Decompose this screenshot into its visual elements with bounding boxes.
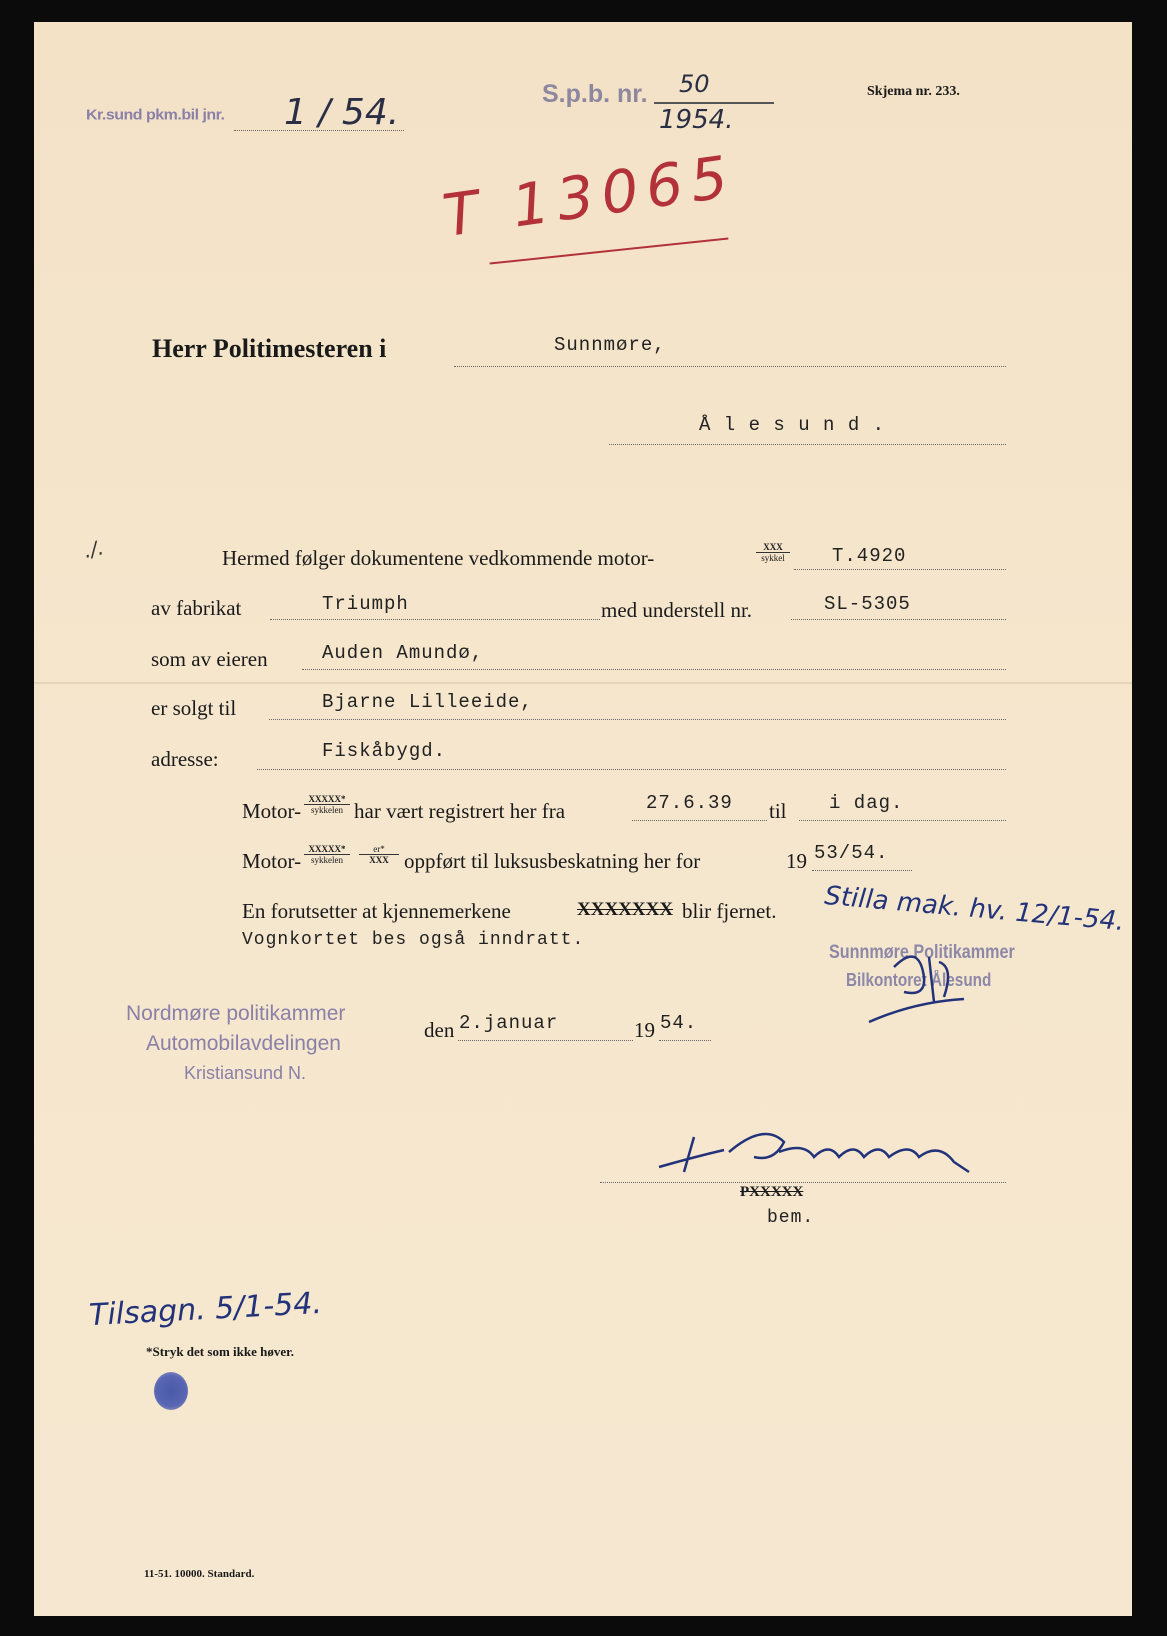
date-year-prefix: 19: [634, 1018, 655, 1042]
sykkel-fraction-2-top: XXXXX*: [304, 844, 350, 855]
kjoper-value: Bjarne Lilleeide,: [322, 691, 533, 713]
sykkel-fraction-2-bottom: sykkelen: [311, 855, 343, 865]
journal-number-handwritten: 1 / 54.: [284, 92, 400, 133]
document-page: [34, 22, 1132, 1616]
struck-word: XXXXXXX: [577, 899, 674, 920]
sykkel-fraction-1-bottom: sykkelen: [311, 805, 343, 815]
sykkel-fraction-2: [304, 844, 350, 865]
date-year-value: 54.: [660, 1012, 698, 1034]
date-value: 2.januar: [459, 1012, 559, 1034]
bem-label: bem.: [767, 1208, 815, 1228]
vognkort-text: Vognkortet bes også inndratt.: [242, 930, 585, 950]
fra-dato: 27.6.39: [646, 792, 733, 814]
signature-line: [600, 1182, 1006, 1183]
solgt-label: er solgt til: [151, 696, 237, 720]
red-pencil-note: T 13065: [438, 141, 740, 251]
journal-stamp: Kr.sund pkm.bil jnr.: [86, 107, 225, 124]
reg-number: T.4920: [832, 545, 907, 567]
adresse-label: adresse:: [151, 747, 219, 771]
reg-number-line: [794, 569, 1006, 570]
fra-line: [632, 820, 767, 821]
date-den: den: [424, 1018, 455, 1042]
print-info: 11-51. 10000. Standard.: [144, 1568, 255, 1580]
eier-value: Auden Amundø,: [322, 642, 484, 664]
sykkel-fraction-1: [304, 794, 350, 815]
er-fraction: [359, 844, 399, 865]
date-line: [458, 1040, 633, 1041]
addressee-city: Å l e s u n d .: [699, 414, 886, 436]
til-line: [799, 820, 1006, 821]
luksus-year-value: 53/54.: [814, 842, 889, 864]
sunnmore-stamp-line1: Sunnmøre Politikammer: [829, 942, 1015, 963]
ink-blot: [154, 1372, 188, 1410]
intro-text: Hermed følger dokumentene vedkommende motor-: [222, 546, 655, 570]
date-year-line: [659, 1040, 711, 1041]
understell-line: [791, 619, 1006, 620]
fabrikat-label: av fabrikat: [151, 596, 242, 620]
vogn-fraction-bottom: sykkel: [761, 553, 785, 563]
vogn-fraction: [756, 542, 790, 563]
addressee-district: Sunnmøre,: [554, 334, 666, 356]
forutsetter-text: En forutsetter at kjennemerkene: [242, 899, 511, 923]
er-fraction-bottom: XXX: [369, 855, 389, 865]
eier-line: [302, 669, 1006, 670]
til-label: til: [769, 799, 787, 823]
footnote: *Stryk det som ikke høver.: [146, 1344, 294, 1359]
sykkel-fraction-1-top: XXXXX*: [304, 794, 350, 805]
spb-year: 1954.: [659, 105, 734, 135]
nordmore-stamp-line1: Nordmøre politikammer: [126, 1002, 346, 1025]
spb-label: S.p.b. nr.: [542, 80, 648, 108]
adresse-value: Fiskåbygd.: [322, 740, 447, 762]
sunnmore-stamp-line2: Bilkontoret Ålesund: [846, 970, 992, 990]
luksus-year-prefix: 19: [786, 849, 807, 873]
nordmore-stamp-line2: Automobilavdelingen: [146, 1032, 341, 1055]
fold-line: [34, 682, 1132, 684]
handwritten-note-right: Stilla mak. hv. 12/1-54.: [823, 880, 1126, 938]
city-line: [609, 444, 1006, 445]
fjernet-text: blir fjernet.: [682, 899, 777, 923]
til-dato: i dag.: [829, 792, 904, 814]
luksus-text: oppført til luksusbeskatning her for: [404, 849, 701, 873]
understell-label: med understell nr.: [601, 598, 753, 622]
margin-mark: ./.: [81, 535, 106, 563]
motor-prefix-2: Motor-: [242, 849, 302, 873]
addressee-prefix: Herr Politimesteren i: [152, 334, 387, 363]
schema-number: Skjema nr. 233.: [867, 84, 960, 99]
initials-signature: [864, 927, 974, 1027]
spb-number: 50: [679, 70, 710, 98]
luksus-year-line: [812, 870, 912, 871]
red-underline: [490, 237, 729, 264]
solgt-line: [269, 719, 1006, 720]
fabrikat-line: [270, 619, 600, 620]
addressee-line: [454, 366, 1006, 367]
er-fraction-top: er*: [359, 844, 399, 855]
adresse-line: [257, 769, 1006, 770]
vogn-fraction-top: XXX: [756, 542, 790, 553]
spb-divider: [654, 102, 774, 104]
registrert-text: har vært registrert her fra: [354, 799, 566, 823]
motor-prefix-1: Motor-: [242, 799, 302, 823]
nordmore-stamp-line3: Kristiansund N.: [184, 1063, 307, 1083]
understell-value: SL-5305: [824, 593, 911, 615]
handwritten-footer-note: Tilsagn. 5/1-54.: [88, 1285, 323, 1334]
eier-label: som av eieren: [151, 647, 268, 671]
struck-title: PXXXXX: [740, 1184, 804, 1200]
signature: [654, 1112, 984, 1192]
fabrikat-value: Triumph: [322, 593, 409, 615]
